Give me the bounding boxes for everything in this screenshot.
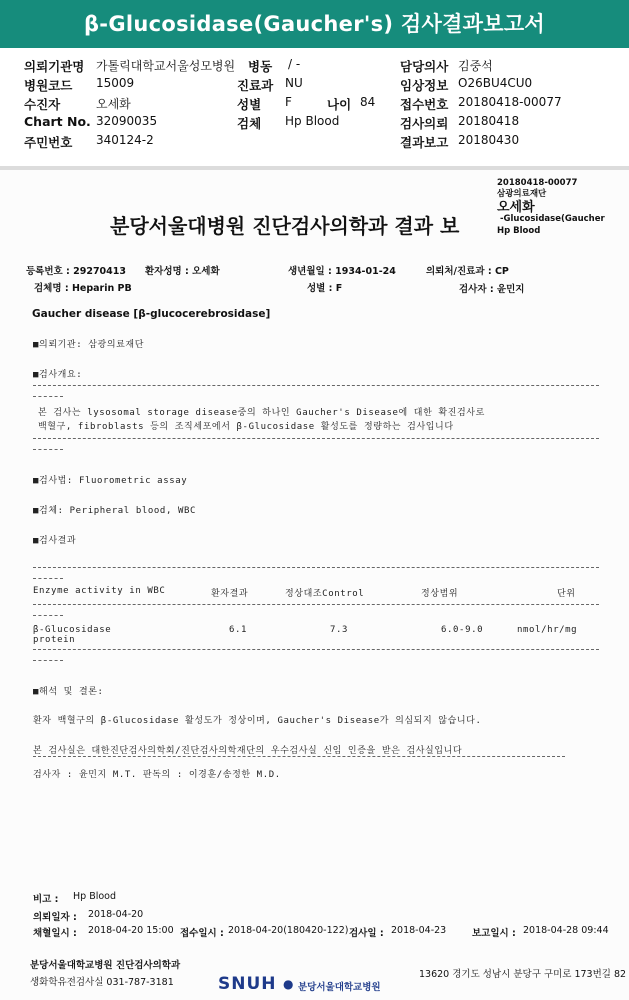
overview-text-1: 본 검사는 lysosomal storage disease중의 하나인 Gaucher's Disease에 대한 확진검사로 [38,408,485,418]
snuh-logo: SNUH [218,974,277,994]
patient-value: 오세화 [96,97,131,111]
col-header-enzyme: Enzyme activity in WBC [33,586,166,596]
ref-dept: 의뢰처/진료과 : CP [426,266,509,277]
clinical-value: O26BU4CU0 [458,76,533,90]
results-header: ■검사결과 [33,536,77,546]
stamp-test: -Glucosidase(Gaucher [500,214,605,224]
receipt-label: 접수번호 [400,97,449,112]
stamp-org: 삼광의료재단 [497,189,547,199]
specimen-name: 검체명 : Heparin PB [34,283,132,294]
sample-line: ■검체: Peripheral blood, WBC [33,506,197,516]
col-header-patient: 환자결과 [211,589,249,599]
age-label: 나이 [327,97,352,112]
rrn-label: 주민번호 [24,135,73,150]
stamp-specimen: Hp Blood [497,226,541,236]
disease-title: Gaucher disease [β-glucocerebrosidase] [32,308,271,320]
interpretation-header: ■해석 및 결론: [33,687,104,697]
specimen-value: Hp Blood [285,114,340,128]
report-date-value: 2018-04-28 09:44 [523,925,609,936]
institution-value: 가톨릭대학교서울성모병원 [96,59,236,73]
result-label: 결과보고 [400,135,449,150]
overview-text-2: 백혈구, fibroblasts 등의 조직세포에서 β-Glucosidase 활성도를 정량하는 검사입니다 [38,422,454,432]
chart-value: 32090035 [96,114,158,128]
request-value: 20180418 [458,114,520,128]
sex-label: 성별 [237,97,262,112]
stamp-id: 20180418-00077 [497,178,578,188]
receive-value: 2018-04-20(180420-122) [228,925,349,936]
ward-label: 병동 [248,59,273,74]
table-divider [33,604,599,605]
col-header-control: 정상대조Control [285,589,365,599]
col-header-unit: 단위 [557,589,576,599]
signers: 검사자 : 윤민지 M.T. 판독의 : 이경훈/송정한 M.D. [33,770,281,780]
method-line: ■검사법: Fluorometric assay [33,476,188,486]
report-header [0,48,629,166]
receive-label: 접수일시 : [180,928,224,939]
report-date-label: 보고일시 : [472,928,516,939]
table-divider [33,660,63,661]
patient-result: 6.1 [229,625,248,635]
report-sex: 성별 : F [307,283,343,294]
patient-label: 수진자 [24,97,61,112]
dept-value: NU [285,76,303,90]
institution-line: ■의뢰기관: 삼광의료재단 [33,340,144,350]
hospital-code-label: 병원코드 [24,78,73,93]
note-value: Hp Blood [73,891,117,902]
dept-label: 진료과 [237,78,274,93]
row-name-2: protein [33,635,76,645]
table-divider [33,649,599,650]
footer-dept: 분당서울대학교병원 진단검사의학과 [30,960,181,971]
doctor-value: 김중석 [458,59,493,73]
clinical-label: 임상정보 [400,78,449,93]
note-label: 비고 : [33,894,59,905]
doctor-label: 담당의사 [400,59,449,74]
dob: 생년월일 : 1934-01-24 [288,266,396,277]
stamp-name: 오세화 [497,200,535,215]
report-title-banner: β-Glucosidase(Gaucher's) 검사결과보고서 [0,0,629,48]
request-label: 검사의뢰 [400,116,449,131]
receipt-value: 20180418-00077 [458,95,562,109]
table-divider [33,578,63,579]
address: 13620 경기도 성남시 분당구 구미로 173번길 82 [419,969,627,980]
result-value: 20180430 [458,133,520,147]
ward-value: / - [288,57,301,71]
age-value: 84 [360,95,376,109]
patient-name: 환자성명 : 오세화 [145,266,220,277]
overview-header: ■검사개요: [33,370,83,380]
test-date-value: 2018-04-23 [391,925,447,936]
sex-value: F [285,95,292,109]
divider [33,385,599,386]
reg-no: 등록번호 : 29270413 [26,266,127,277]
draw-label: 채혈일시 : [33,928,77,939]
draw-value: 2018-04-20 15:00 [88,925,174,936]
report-title: 분당서울대병원 진단검사의학과 결과 보 [110,214,460,238]
specimen-label: 검체 [237,116,262,131]
divider [33,438,599,439]
chart-label: Chart No. [24,114,91,129]
unit: nmol/hr/mg [517,625,578,635]
logo-name: 분당서울대학교병원 [298,982,381,993]
interpretation-text: 환자 백혈구의 β-Glucosidase 활성도가 정상이며, Gaucher's Disease가 의심되지 않습니다. [33,716,482,726]
col-header-range: 정상범위 [421,589,459,599]
divider [33,756,565,757]
institution-label: 의뢰기관명 [24,59,85,74]
rrn-value: 340124-2 [96,133,154,147]
normal-range: 6.0-9.0 [441,625,484,635]
footer-lab: 생화학유전검사실 031-787-3181 [30,977,174,988]
table-divider [33,615,63,616]
certification-text: 본 검사실은 대한진단검사의학회/진단검사의학재단의 우수검사실 신임 인증을 받은 검사실입니다 [33,746,463,756]
examiner: 검사자 : 윤민지 [459,284,525,295]
hospital-code-value: 15009 [96,76,135,90]
divider [33,396,63,397]
logo-mark-icon: ● [283,977,294,991]
divider [33,449,63,450]
test-date-label: 검사일 : [349,928,384,939]
scanned-report [0,170,629,1000]
request-date-label: 의뢰일자 : [33,912,77,923]
control-result: 7.3 [330,625,349,635]
request-date-value: 2018-04-20 [88,909,144,920]
table-divider [33,567,599,568]
row-name-1: β-Glucosidase [33,625,112,635]
